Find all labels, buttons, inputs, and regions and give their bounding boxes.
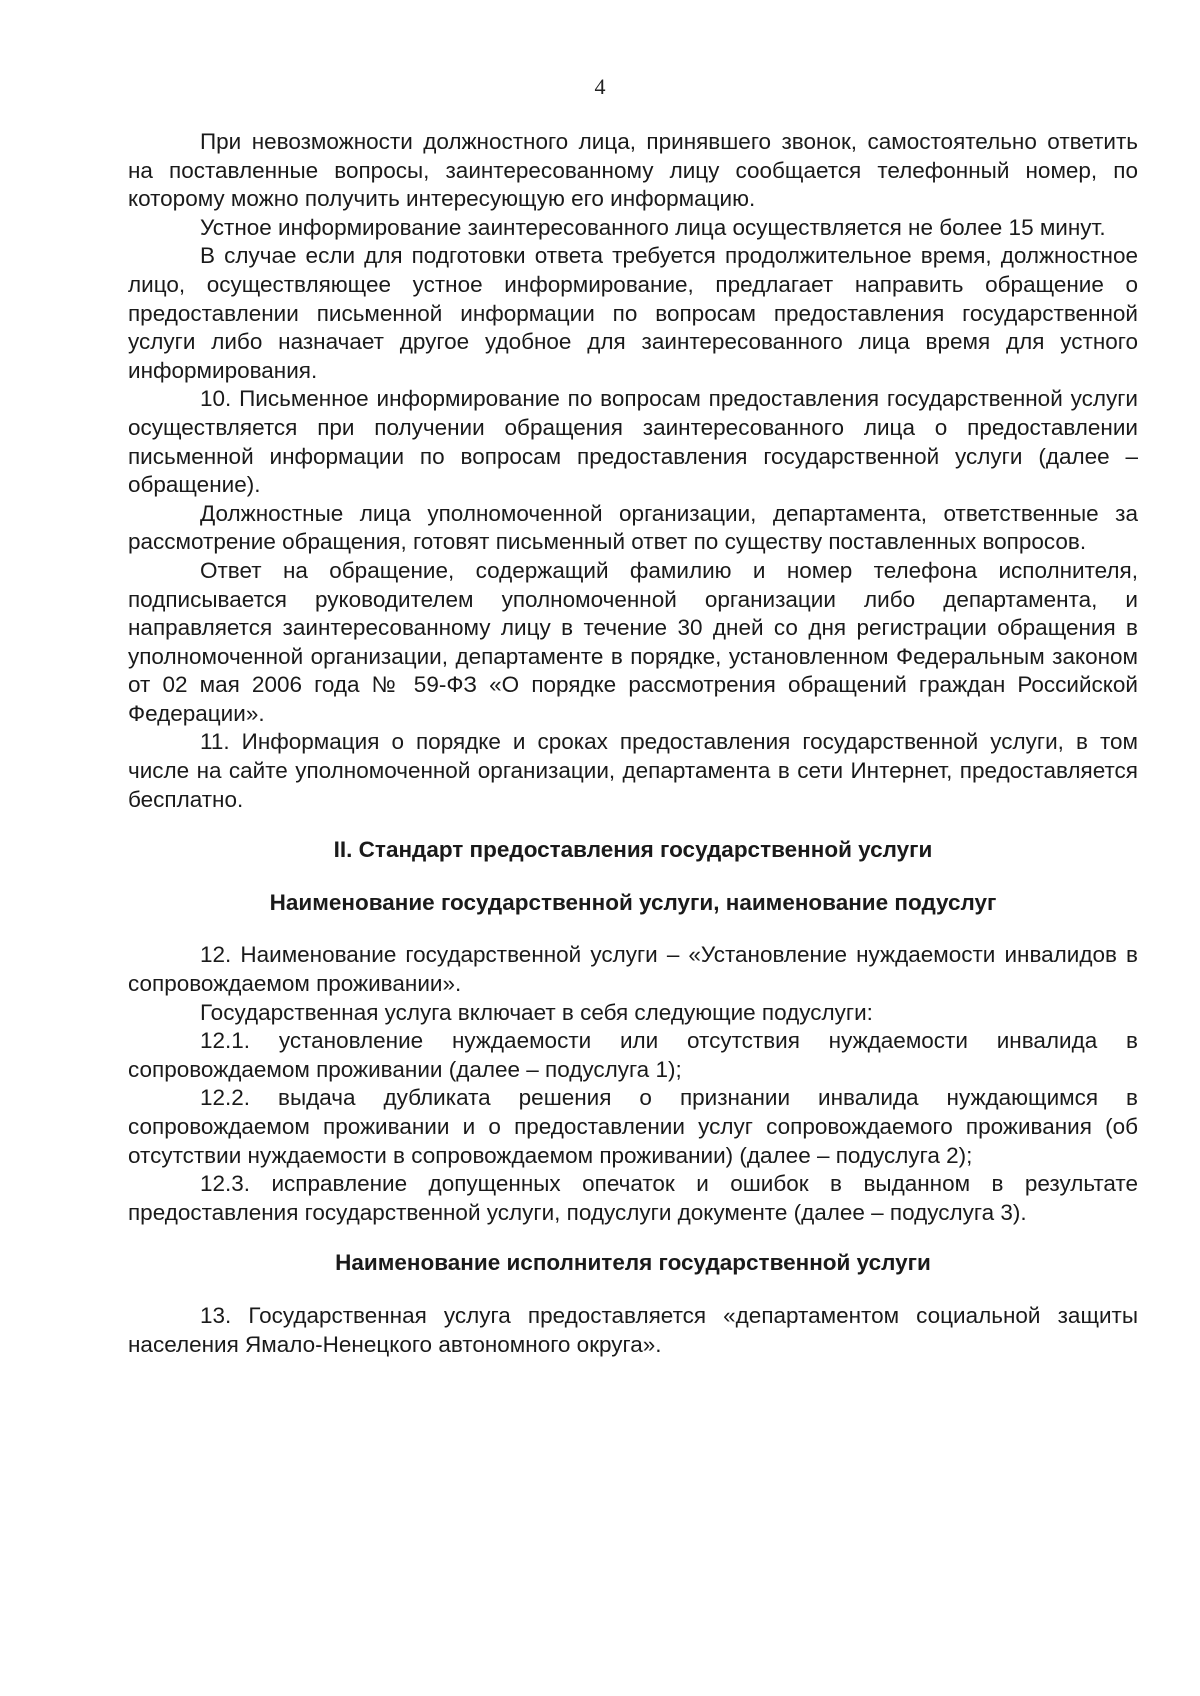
paragraph-item-12-1: 12.1. установление нуждаемости или отсутствия нуждаемости инвалида в сопровождаемом проживании (далее – подуслуга 1); xyxy=(128,1028,1138,1082)
paragraph-long-answer: В случае если для подготовки ответа требуется продолжительное время, должностное лицо, осуществляющее устное информирование, предлагает направить обращение о предоставлении письменной информации по вопросам предоставления государственной услуги либо назначает другое удобное для заинтересованного лица время для устного информирования. xyxy=(128,243,1138,383)
paragraph-item-12-3: 12.3. исправление допущенных опечаток и ошибок в выданном в результате предоставления государственной услуги, подуслуги документе (далее – подуслуга 3). xyxy=(128,1171,1138,1225)
paragraph-item-12-2: 12.2. выдача дубликата решения о признании инвалида нуждающимся в сопровождаемом проживании и о предоставлении услуг сопровождаемого проживания (об отсутствии нуждаемости в сопровождаемом проживании) (далее – подуслуга 2); xyxy=(128,1085,1138,1168)
paragraph-subservices-intro: Государственная услуга включает в себя следующие подуслуги: xyxy=(200,999,873,1025)
page-number: 4 xyxy=(594,74,606,99)
paragraph-item-13: 13. Государственная услуга предоставляется «департаментом социальной защиты населения Ямало-Ненецкого автономного округа». xyxy=(128,1302,1138,1357)
paragraph-item-10: 10. Письменное информирование по вопросам предоставления государственной услуги осуществляется при получении обращения заинтересованного лица о предоставлении письменной информации по вопросам предоставления государственной услуги (далее – обращение). xyxy=(128,386,1138,498)
paragraph-item-11: 11. Информация о порядке и сроках предоставления государственной услуги, в том числе на сайте уполномоченной организации, департамента в сети Интернет, предоставляется бесплатно. xyxy=(128,729,1138,812)
heading-section-2: II. Стандарт предоставления государственной услуги xyxy=(333,837,933,863)
document-body xyxy=(128,128,1138,1359)
paragraph-answer-signing: Ответ на обращение, содержащий фамилию и номер телефона исполнителя, подписывается руководителем уполномоченной организации либо департамента, и направляется заинтересованному лицу в течение 30 дней со дня регистрации обращения в уполномоченной организации, департаменте в порядке, установленном Федеральным законом от 02 мая 2006 года № 59-ФЗ «О порядке рассмотрения обращений граждан Российской Федерации». xyxy=(128,557,1138,726)
paragraph-call-redirect: При невозможности должностного лица, принявшего звонок, самостоятельно ответить на поставленные вопросы, заинтересованному лицу сообщается телефонный номер, по которому можно получить интересующую его информацию. xyxy=(128,129,1138,212)
paragraph-item-12: 12. Наименование государственной услуги – «Установление нуждаемости инвалидов в сопровождаемом проживании». xyxy=(128,942,1138,997)
heading-service-name: Наименование государственной услуги, наименование подуслуг xyxy=(269,889,997,915)
heading-executor: Наименование исполнителя государственной услуги xyxy=(335,1250,931,1276)
paragraph-oral-duration: Устное информирование заинтересованного лица осуществляется не более 15 минут. xyxy=(200,214,1106,240)
paragraph-officials-answer: Должностные лица уполномоченной организации, департамента, ответственные за рассмотрение обращения, готовят письменный ответ по существу поставленных вопросов. xyxy=(128,500,1138,555)
